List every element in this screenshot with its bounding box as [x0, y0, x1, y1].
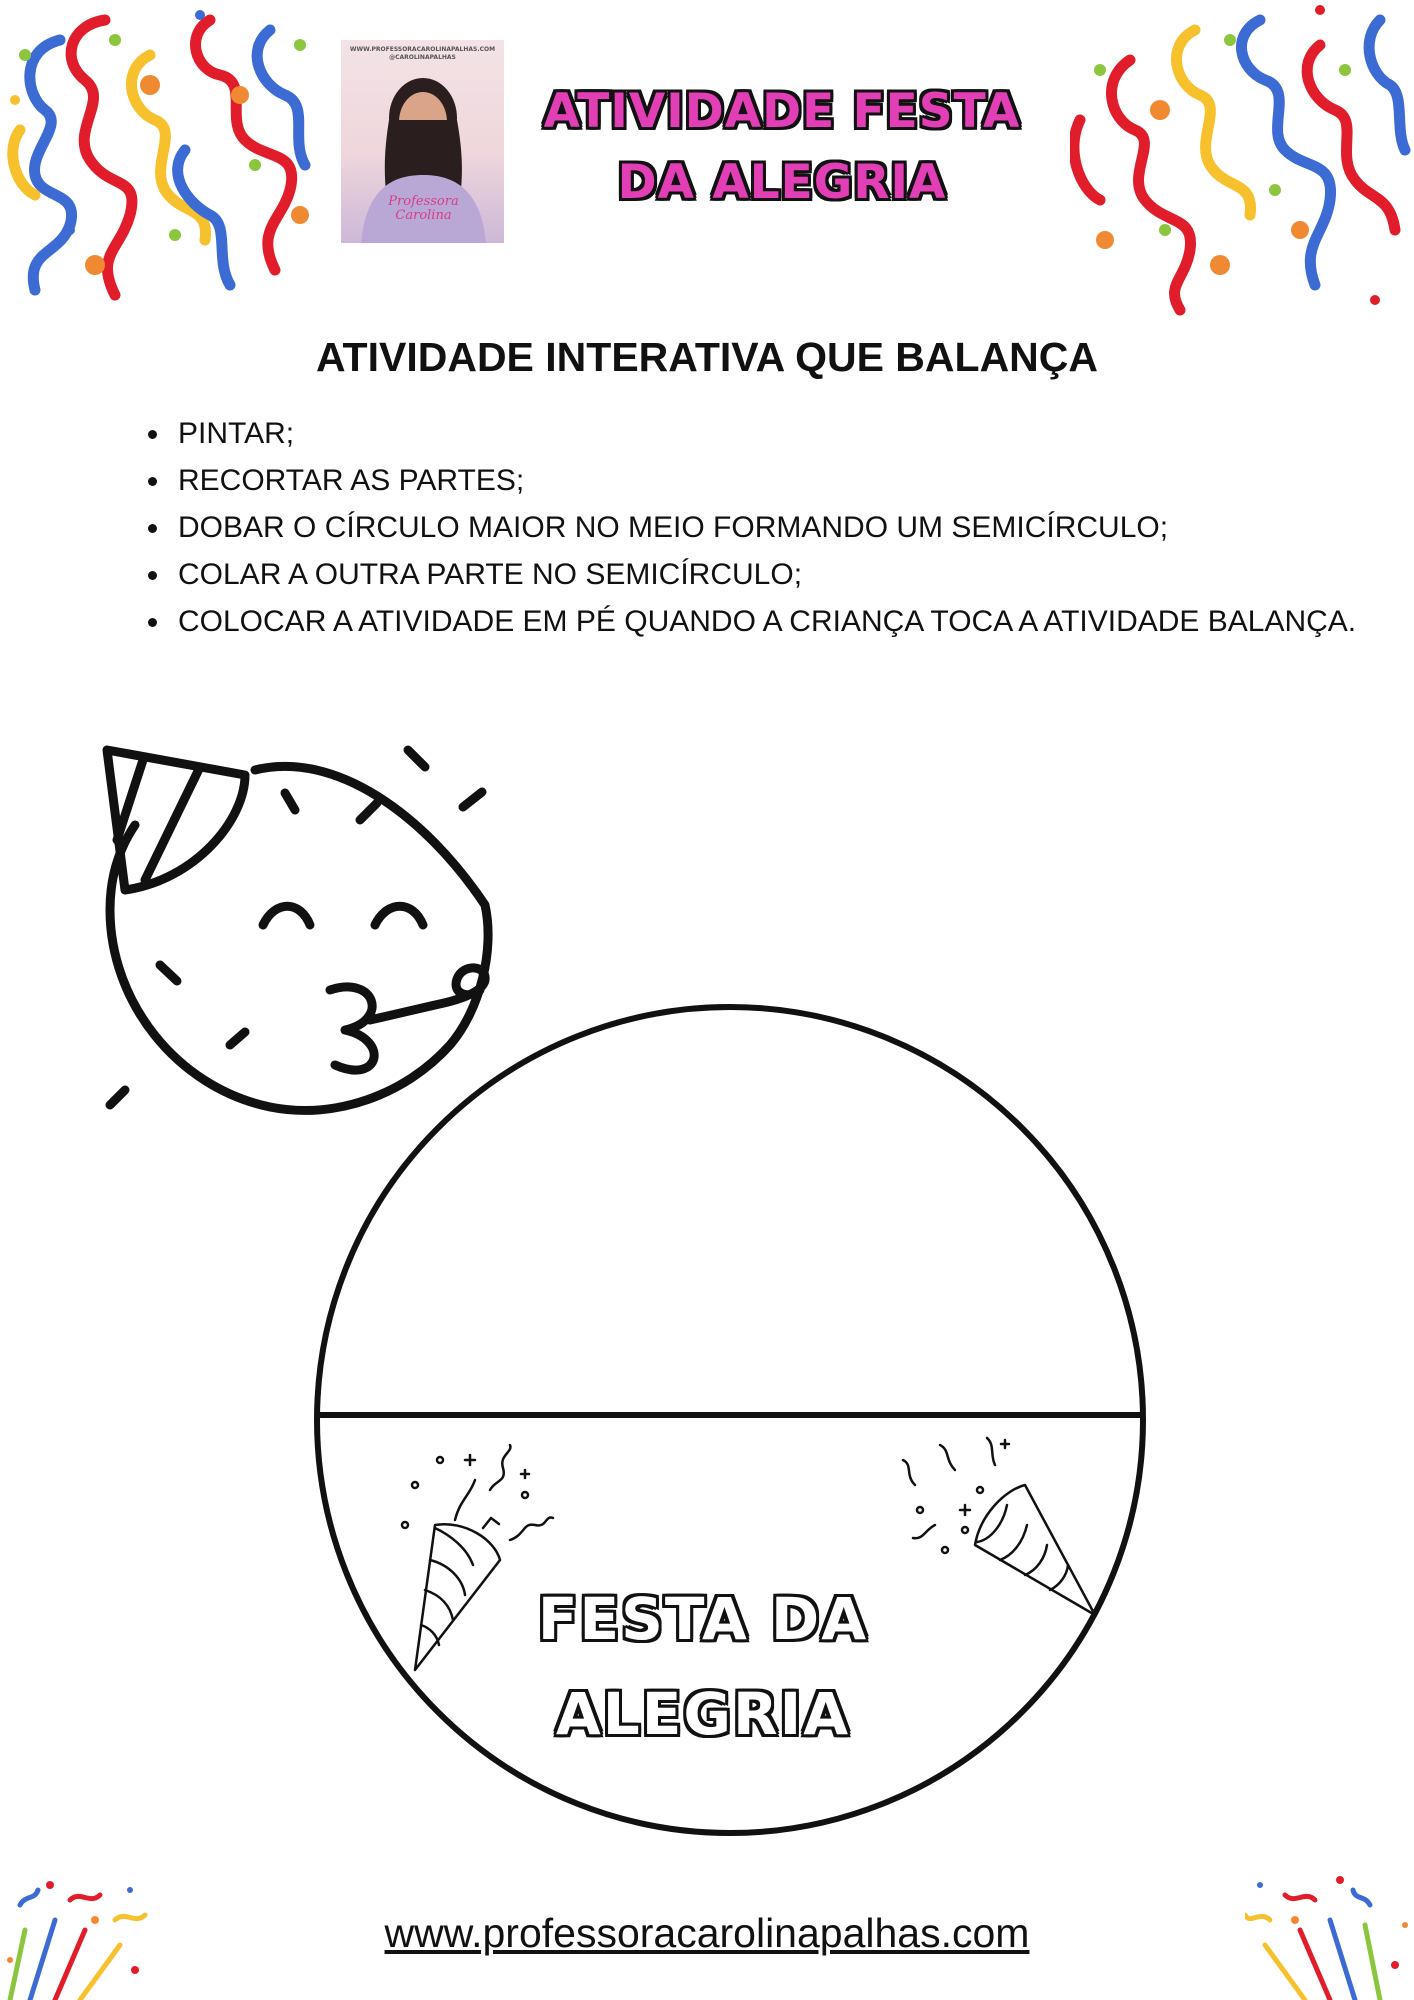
shirt-text-line1: Professora — [388, 194, 459, 209]
shirt-text-line2: Carolina — [395, 208, 452, 223]
photo-caption-website: WWW.PROFESSORACAROLINAPALHAS.COM — [349, 46, 496, 53]
circle-label-line2: ALEGRIA — [555, 1680, 851, 1748]
instruction-item: • PINTAR; — [172, 410, 1402, 457]
photo-caption-handle: @CAROLINAPALHAS — [389, 54, 456, 61]
title-line-1: ATIVIDADE FESTA — [543, 84, 1021, 139]
circle-label-line1: FESTA DA — [537, 1585, 869, 1653]
instruction-item: • RECORTAR AS PARTES; — [172, 457, 1402, 504]
instruction-item: • COLAR A OUTRA PARTE NO SEMICÍRCULO; — [172, 551, 1402, 598]
author-photo — [341, 40, 504, 243]
instruction-list — [136, 410, 1402, 645]
streamers-left-icon — [0, 0, 330, 320]
instruction-item: • COLOCAR A ATIVIDADE EM PÉ QUANDO A CRIANÇA TOCA A ATIVIDADE BALANÇA. — [172, 598, 1402, 645]
instruction-item: • DOBAR O CÍRCULO MAIOR NO MEIO FORMANDO UM SEMICÍRCULO; — [172, 504, 1402, 551]
title-line-2: DA ALEGRIA — [617, 155, 947, 210]
website-link[interactable]: www.professoracarolinapalhas.com — [384, 1910, 1030, 1956]
subheading: ATIVIDADE INTERATIVA QUE BALANÇA — [315, 334, 1099, 380]
